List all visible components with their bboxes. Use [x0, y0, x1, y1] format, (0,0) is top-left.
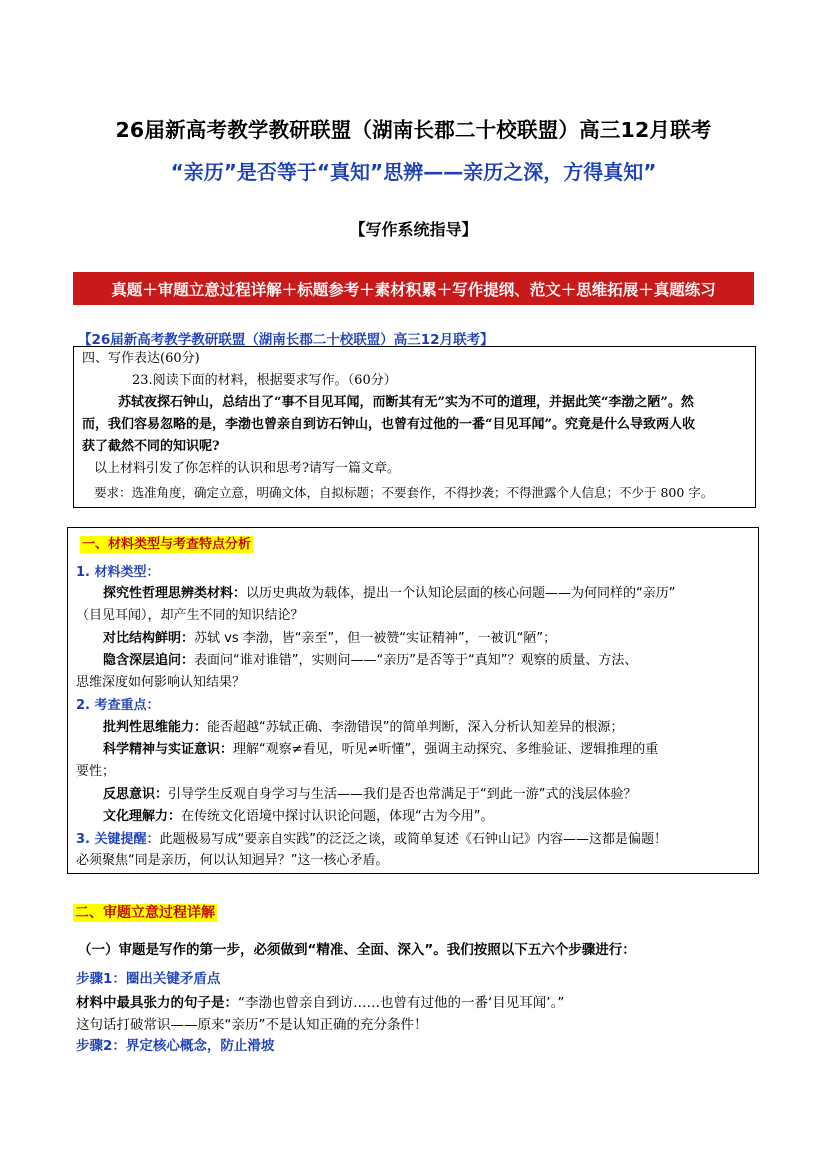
question-requirements: 要求：选准角度，确定立意，明确文体，自拟标题；不要套作，不得抄袭；不得泄露个人信息；不少于 800 字。: [94, 485, 714, 500]
analysis-heading: 一、材料类型与考查特点分析: [82, 537, 252, 552]
s2-b-text: 理解“观察≠看见，听见≠听懂”，强调主动探究、多维验证、逻辑推理的重: [233, 742, 659, 757]
question-paragraph-1c: 获了截然不同的知识呢?: [82, 439, 220, 454]
guide-heading: 【写作系统指导】: [349, 220, 478, 239]
line1-text: “李渤也曾亲自到访……也曾有过他的一番‘目见耳闻’。”: [238, 995, 565, 1011]
s1-b-text: 苏轼 vs 李渤，皆“亲至”，但一被赞“实证精神”，一被讥“陋”；: [194, 631, 557, 646]
section2-heading: 二、审题立意过程详解: [75, 905, 215, 921]
s2-title: 2. 考查重点：: [76, 698, 160, 713]
s1-a-text: 以历史典故为载体，提出一个认知论层面的核心问题——为何同样的“亲历”: [246, 586, 676, 601]
s3-text2: 必须聚焦“同是亲历，何以认知迥异？”这一核心矛盾。: [76, 853, 389, 868]
s2-c-label: 反思意识：: [103, 787, 169, 802]
s2-d-text: 在传统文化语境中探讨认识论问题，体现“古为今用”。: [181, 809, 494, 824]
s1-c-label: 隐含深层追问：: [103, 653, 195, 668]
contents-banner: 真题＋审题立意过程详解＋标题参考＋素材积累＋写作提纲、范文＋思维拓展＋真题练习: [73, 272, 754, 305]
line1-label: 材料中最具张力的句子是：: [76, 995, 238, 1011]
section2-intro: （一）审题是写作的第一步，必须做到“精准、全面、深入”。我们按照以下五六个步骤进行：: [78, 942, 636, 958]
question-paragraph-1a: 苏轼夜探石钟山，总结出了“事不目见耳闻，而断其有无”实为不可的道理，并据此笑“李渤之陋”。然: [118, 395, 694, 410]
step2-title: 步骤2：界定核心概念，防止滑坡: [76, 1038, 275, 1054]
s1-title: 1. 材料类型：: [76, 565, 160, 580]
line2-text: 这句话打破常识——原来“亲历”不是认知正确的充分条件！: [76, 1017, 428, 1033]
s2-b-label: 科学精神与实证意识：: [103, 742, 234, 757]
source-line: 【26届新高考教学教研联盟（湖南长郡二十校联盟）高三12月联考】: [78, 332, 494, 348]
s2-d-label: 文化理解力：: [103, 809, 182, 824]
analysis-box: [67, 527, 759, 874]
s3-label: 3. 关键提醒：: [76, 832, 160, 847]
page-subtitle: “亲历”是否等于“真知”思辨——亲历之深，方得真知”: [170, 160, 657, 184]
s3-text: 此题极易写成“要亲自实践”的泛泛之谈，或简单复述《石钟山记》内容——这都是偏题！: [159, 832, 667, 847]
question-paragraph-2: 以上材料引发了你怎样的认识和思考?请写一篇文章。: [94, 461, 400, 476]
question-section: 四、写作表达(60分): [82, 351, 200, 366]
s1-a-label: 探究性哲理思辨类材料：: [103, 586, 247, 601]
s1-a-text2: （目见耳闻），却产生不同的知识结论？: [76, 608, 304, 623]
question-item: 23.阅读下面的材料，根据要求写作。（60分）: [132, 373, 397, 388]
s2-c-text: 引导学生反观自身学习与生活——我们是否也常满足于“到此一游”式的浅层体验？: [168, 787, 637, 802]
s2-a-label: 批判性思维能力：: [103, 720, 208, 735]
s1-c-text2: 思维深度如何影响认知结果？: [76, 675, 246, 690]
s1-c-text: 表面问“谁对谁错”，实则问——“亲历”是否等于“真知”？观察的质量、方法、: [194, 653, 638, 668]
s2-b-text2: 要性；: [76, 764, 116, 779]
question-box: [73, 346, 756, 508]
s2-a-text: 能否超越“苏轼正确、李渤错误”的简单判断，深入分析认知差异的根源；: [207, 720, 624, 735]
step1-title: 步骤1：圈出关键矛盾点: [76, 971, 221, 987]
page-title: 26届新高考教学教研联盟（湖南长郡二十校联盟）高三12月联考: [115, 118, 712, 142]
question-paragraph-1b: 而，我们容易忽略的是，李渤也曾亲自到访石钟山，也曾有过他的一番“目见耳闻”。究竟是什么导致两人收: [82, 417, 695, 432]
s1-b-label: 对比结构鲜明：: [103, 631, 195, 646]
